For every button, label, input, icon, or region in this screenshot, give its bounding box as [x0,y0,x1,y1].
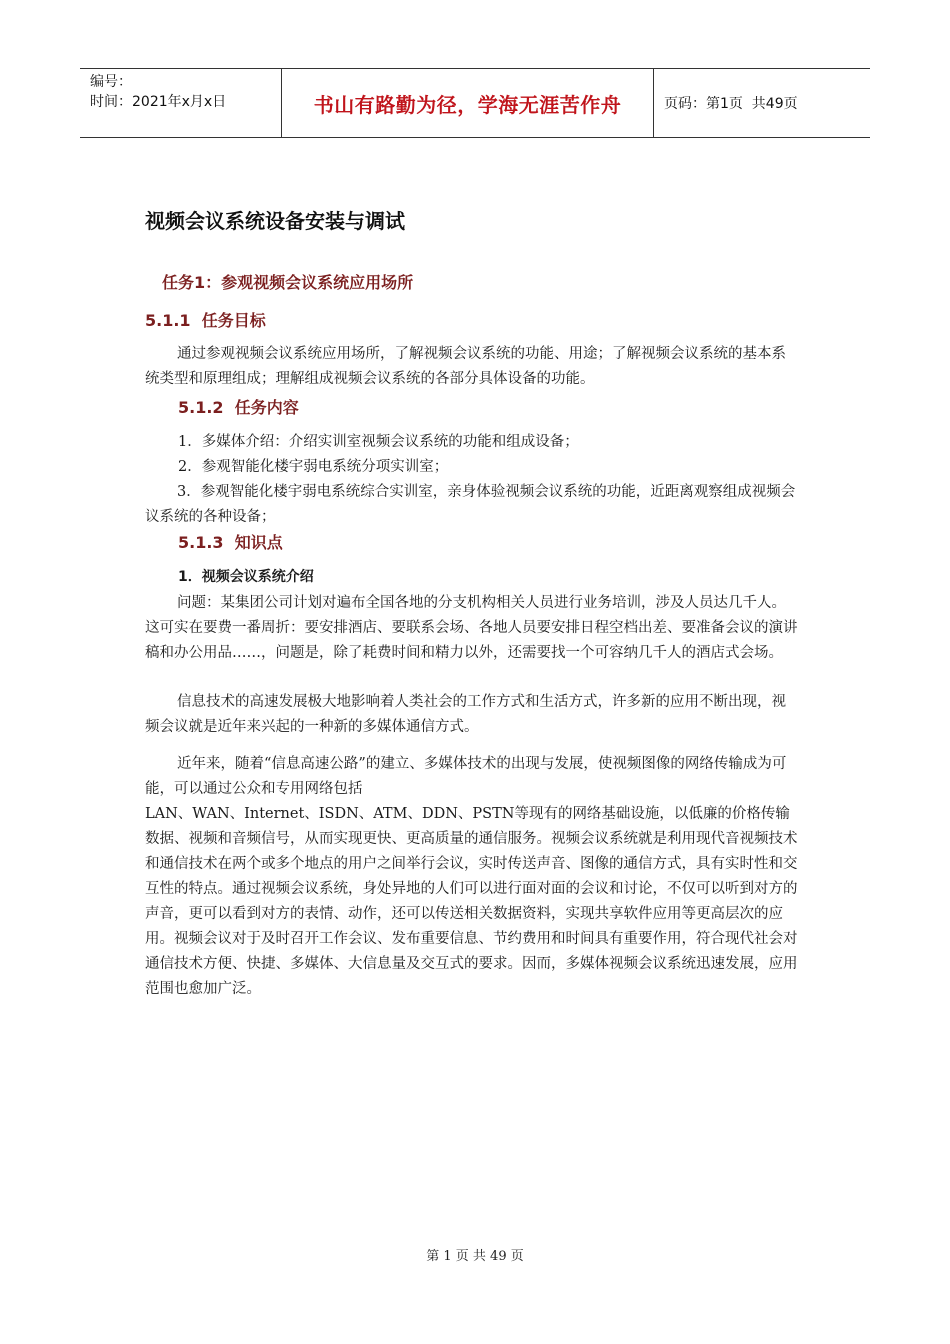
knowledge-paragraph-1: 问题：某集团公司计划对遍布全国各地的分支机构相关人员进行业务培训，涉及人员达几千人。这可实在要费一番周折：要安排酒店、要联系会场、各地人员要安排日程空档出差、要准备会议的演讲稿和办公用品……，问题是，除了耗费时间和精力以外，还需要找一个可容纳几千人的酒店式会场。 [145,595,798,661]
header-page-info [654,69,870,137]
knowledge-paragraph-3-rest: LAN、WAN、Internet、ISDN、ATM、DDN、PSTN等现有的网络基础设施，以低廉的价格传输数据、视频和音频信号，从而实现更快、更高质量的通信服务。视频会议系统就是利用现代音视频技术和通信技术在两个或多个地点的用户之间举行会议，实时传送声音、图像的通信方式，具有实时性和交互性的特点。通过视频会议系统，身处异地的人们可以进行面对面的会议和讨论，不仅可以听到对方的声音，更可以看到对方的表情、动作，还可以传送相关数据资料，实现共享软件应用等更高层次的应用。视频会议对于及时召开工作会议、发布重要信息、节约费用和时间具有重要作用，符合现代社会对通信技术方便、快捷、多媒体、大信息量及交互式的要求。因而，多媒体视频会议系统迅速发展，应用范围也愈加广泛。 [145,806,798,997]
knowledge-paragraph-2: 信息技术的高速发展极大地影响着人类社会的工作方式和生活方式，许多新的应用不断出现，视频会议就是近年来兴起的一种新的多媒体通信方式。 [145,694,786,735]
section-heading-knowledge: 5.1.3 知识点 [178,533,283,552]
number-label: 编号： [90,74,132,90]
content-item-3: 3．参观智能化楼宇弱电系统综合实训室，亲身体验视频会议系统的功能，近距离观察组成视频会议系统的各种设备； [145,484,796,525]
document-title: 视频会议系统设备安装与调试 [145,209,405,233]
knowledge-paragraph-3-start: 近年来，随着“信息高速公路”的建立、多媒体技术的出现与发展，使视频图像的网络传输成为可能，可以通过公众和专用网络包括 [145,756,787,797]
knowledge-subheading: 1．视频会议系统介绍 [178,569,314,585]
header-meta [80,69,282,137]
task-title: 任务1：参观视频会议系统应用场所 [162,273,414,292]
goal-paragraph: 通过参观视频会议系统应用场所，了解视频会议系统的功能、用途；了解视频会议系统的基本系统类型和原理组成；理解组成视频会议系统的各部分具体设备的功能。 [145,346,786,387]
section-heading-goal: 5.1.1 任务目标 [145,311,266,330]
document-header [80,68,870,138]
header-motto: 书山有路勤为径，学海无涯苦作舟 [282,69,654,137]
page-label: 页码：第1页 共49页 [664,96,798,112]
page-footer: 第 1 页 共 49 页 [426,1249,524,1264]
content-item-2: 2．参观智能化楼宇弱电系统分项实训室； [178,459,449,475]
section-heading-content: 5.1.2 任务内容 [178,398,299,417]
time-label: 时间：2021年x月x日 [90,94,227,110]
content-item-1: 1．多媒体介绍：介绍实训室视频会议系统的功能和组成设备； [178,434,579,450]
